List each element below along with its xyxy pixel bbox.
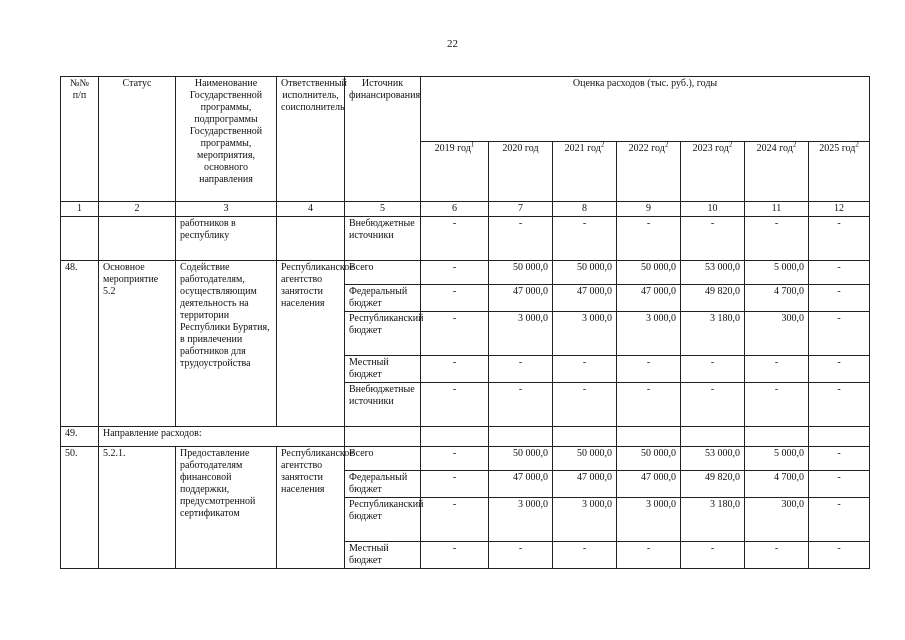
value-cell: 3 000,0 [617, 498, 681, 542]
direction-label-cell: Направление расходов: [99, 427, 345, 447]
value-cell: 50 000,0 [553, 261, 617, 285]
value-cell: - [809, 383, 870, 427]
table-row [61, 427, 870, 447]
header-row [61, 77, 870, 142]
value-cell: - [681, 356, 745, 383]
value-cell: 50 000,0 [617, 447, 681, 471]
header-year-label: 2021 год [564, 143, 601, 155]
value-cell: 3 000,0 [553, 498, 617, 542]
value-cell: - [489, 217, 553, 261]
column-number-cell: 4 [277, 202, 345, 217]
value-cell: 3 000,0 [617, 312, 681, 356]
value-cell: - [489, 356, 553, 383]
value-cell: - [617, 217, 681, 261]
value-cell: - [553, 217, 617, 261]
header-year-label: 2019 год [434, 143, 471, 155]
header-year-label: 2020 год [502, 143, 539, 155]
column-number-cell: 9 [617, 202, 681, 217]
value-cell: 5 000,0 [745, 447, 809, 471]
empty-cell [681, 427, 745, 447]
value-cell: - [745, 383, 809, 427]
column-number-cell: 7 [489, 202, 553, 217]
table-row [61, 217, 870, 261]
value-cell: 47 000,0 [617, 471, 681, 498]
status-cell [99, 217, 176, 261]
value-cell: - [809, 261, 870, 285]
header-year-label: 2025 год [819, 143, 856, 155]
empty-cell [489, 427, 553, 447]
source-cell: Республиканский бюджет [345, 498, 421, 542]
header-year-footnote: 2 [664, 141, 669, 149]
value-cell: - [681, 217, 745, 261]
value-cell: - [421, 261, 489, 285]
value-cell: 47 000,0 [553, 285, 617, 312]
header-year-label: 2022 год [628, 143, 665, 155]
value-cell: - [421, 217, 489, 261]
value-cell: 3 000,0 [489, 498, 553, 542]
value-cell: - [809, 217, 870, 261]
value-cell: - [745, 217, 809, 261]
value-cell: 47 000,0 [489, 471, 553, 498]
value-cell: 4 700,0 [745, 471, 809, 498]
column-number-cell: 12 [809, 202, 870, 217]
column-number-cell: 1 [61, 202, 99, 217]
source-cell: Всего [345, 447, 421, 471]
value-cell: 47 000,0 [617, 285, 681, 312]
value-cell: 53 000,0 [681, 261, 745, 285]
value-cell: - [745, 356, 809, 383]
executor-cell: Республиканское агентство занятости населения [277, 447, 345, 569]
value-cell: - [617, 383, 681, 427]
empty-cell [421, 427, 489, 447]
header-costs: Оценка расходов (тыс. руб.), годы [421, 77, 870, 142]
header-year-cell [681, 142, 745, 202]
value-cell: - [553, 383, 617, 427]
value-cell: - [421, 542, 489, 569]
column-number-cell: 8 [553, 202, 617, 217]
value-cell: 53 000,0 [681, 447, 745, 471]
header-year-cell [617, 142, 681, 202]
empty-cell [745, 427, 809, 447]
header-year-footnote: 2 [792, 141, 797, 149]
value-cell: - [745, 542, 809, 569]
header-year-footnote: 2 [728, 141, 733, 149]
header-status: Статус [99, 77, 176, 202]
column-number-cell: 6 [421, 202, 489, 217]
column-number-cell: 3 [176, 202, 277, 217]
value-cell: - [421, 356, 489, 383]
executor-cell [277, 217, 345, 261]
header-source: Источник финансирования [345, 77, 421, 202]
value-cell: - [421, 447, 489, 471]
value-cell: - [489, 383, 553, 427]
value-cell: 300,0 [745, 312, 809, 356]
header-year-footnote: 2 [600, 141, 605, 149]
status-cell: Основное мероприятие 5.2 [99, 261, 176, 427]
header-year-label: 2024 год [756, 143, 793, 155]
header-executor: Ответственный исполнитель, соисполнитель [277, 77, 345, 202]
header-year-footnote: 1 [470, 141, 475, 149]
source-cell: Республиканский бюджет [345, 312, 421, 356]
value-cell: - [489, 542, 553, 569]
table-row [61, 447, 870, 471]
source-cell: Всего [345, 261, 421, 285]
empty-cell [809, 427, 870, 447]
column-number-cell: 2 [99, 202, 176, 217]
num-cell: 50. [61, 447, 99, 569]
header-year-label: 2023 год [692, 143, 729, 155]
value-cell: 3 000,0 [489, 312, 553, 356]
value-cell: - [421, 498, 489, 542]
name-cell: Предоставление работодателям финансовой поддержки, предусмотренной сертификатом [176, 447, 277, 569]
value-cell: 50 000,0 [553, 447, 617, 471]
budget-table [60, 76, 870, 569]
source-cell: Внебюджетные источники [345, 217, 421, 261]
value-cell: - [809, 542, 870, 569]
value-cell: - [681, 383, 745, 427]
value-cell: - [809, 471, 870, 498]
value-cell: - [617, 356, 681, 383]
source-cell: Федеральный бюджет [345, 471, 421, 498]
header-year-cell [553, 142, 617, 202]
value-cell: 50 000,0 [489, 447, 553, 471]
value-cell: - [421, 285, 489, 312]
value-cell: 47 000,0 [489, 285, 553, 312]
name-cell: Содействие работодателям, осуществляющим деятельность на территории Республики Бурятия, в привлечении работников для трудоустройства [176, 261, 277, 427]
value-cell: 5 000,0 [745, 261, 809, 285]
header-year-cell [809, 142, 870, 202]
header-name: Наименование Государственной программы, подпрограммы Государственной программы, мероприятия, основного направления [176, 77, 277, 202]
num-cell [61, 217, 99, 261]
header-year-cell [745, 142, 809, 202]
value-cell: 3 180,0 [681, 498, 745, 542]
value-cell: 47 000,0 [553, 471, 617, 498]
value-cell: 50 000,0 [617, 261, 681, 285]
status-cell: 5.2.1. [99, 447, 176, 569]
value-cell: - [553, 356, 617, 383]
name-cell: работников в республику [176, 217, 277, 261]
value-cell: 49 820,0 [681, 285, 745, 312]
column-number-cell: 11 [745, 202, 809, 217]
column-numbers-row [61, 202, 870, 217]
column-number-cell: 5 [345, 202, 421, 217]
value-cell: 4 700,0 [745, 285, 809, 312]
value-cell: 300,0 [745, 498, 809, 542]
value-cell: 3 000,0 [553, 312, 617, 356]
value-cell: - [809, 356, 870, 383]
source-cell: Местный бюджет [345, 542, 421, 569]
value-cell: - [809, 447, 870, 471]
num-cell: 49. [61, 427, 99, 447]
header-num: №№ п/п [61, 77, 99, 202]
source-cell: Федеральный бюджет [345, 285, 421, 312]
header-year-cell [421, 142, 489, 202]
table-row [61, 261, 870, 285]
value-cell: - [681, 542, 745, 569]
empty-cell [617, 427, 681, 447]
value-cell: - [809, 498, 870, 542]
page-number: 22 [447, 38, 458, 50]
value-cell: - [809, 285, 870, 312]
header-year-footnote: 2 [855, 141, 859, 149]
value-cell: - [809, 312, 870, 356]
source-cell: Местный бюджет [345, 356, 421, 383]
source-cell: Внебюджетные источники [345, 383, 421, 427]
value-cell: 3 180,0 [681, 312, 745, 356]
num-cell: 48. [61, 261, 99, 427]
value-cell: 50 000,0 [489, 261, 553, 285]
value-cell: - [553, 542, 617, 569]
value-cell: - [421, 312, 489, 356]
column-number-cell: 10 [681, 202, 745, 217]
executor-cell: Республиканское агентство занятости населения [277, 261, 345, 427]
empty-cell [345, 427, 421, 447]
header-year-cell [489, 142, 553, 202]
value-cell: - [617, 542, 681, 569]
value-cell: 49 820,0 [681, 471, 745, 498]
empty-cell [553, 427, 617, 447]
value-cell: - [421, 471, 489, 498]
value-cell: - [421, 383, 489, 427]
